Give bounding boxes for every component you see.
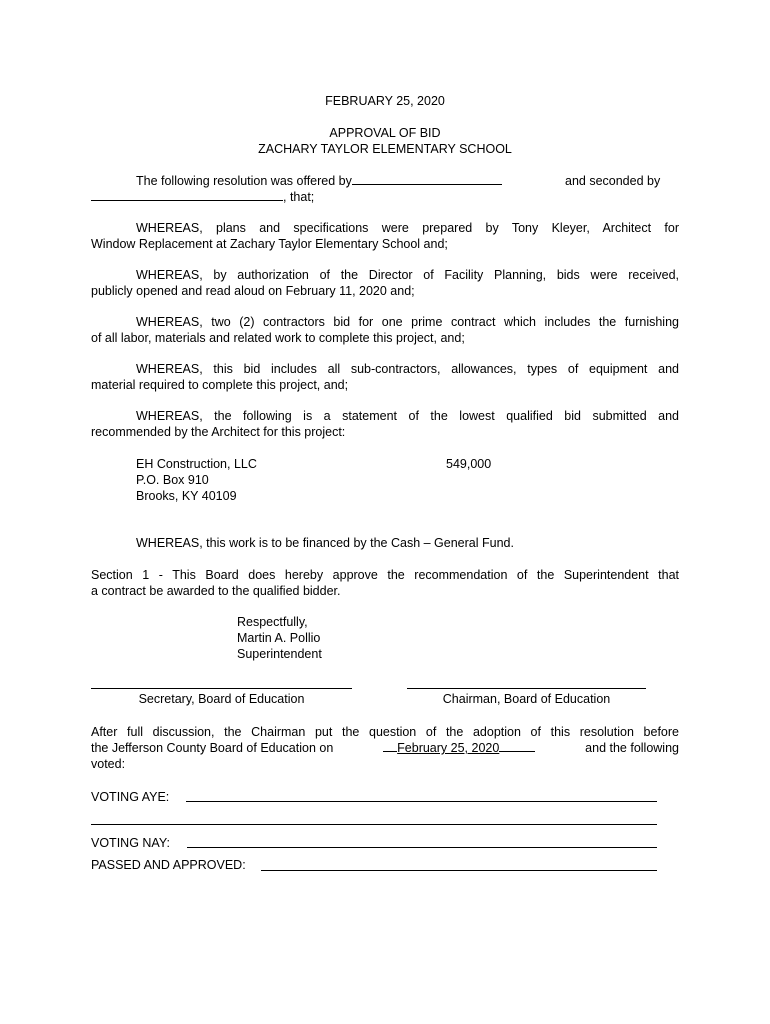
whereas-2-line-2: publicly opened and read aloud on February 11, 2020 and; — [91, 284, 415, 298]
date-blank-left — [383, 740, 397, 752]
meeting-date: FEBRUARY 25, 2020 — [325, 94, 445, 108]
bidder-name: EH Construction, LLC — [136, 457, 257, 471]
whereas-3-line-1: WHEREAS, two (2) contractors bid for one prime contract which includes the furnishing — [136, 315, 679, 329]
superintendent-title: Superintendent — [237, 647, 322, 661]
whereas-6: WHEREAS, this work is to be financed by the Cash – General Fund. — [136, 536, 514, 550]
chairman-caption: Chairman, Board of Education — [442, 692, 611, 706]
discussion-date-field — [383, 740, 535, 756]
secretary-signature-line — [91, 688, 352, 689]
voting-nay-label: VOTING NAY: — [91, 836, 170, 850]
seconded-by-blank — [91, 189, 283, 201]
seconded-by-line — [91, 189, 314, 205]
resolution-offered-label: The following resolution was offered by — [136, 174, 352, 188]
closing-respectfully: Respectfully, — [237, 615, 308, 629]
school-name: ZACHARY TAYLOR ELEMENTARY SCHOOL — [258, 142, 512, 156]
discussion-date: February 25, 2020 — [397, 741, 500, 755]
date-blank-right — [499, 740, 535, 752]
whereas-2-line-1: WHEREAS, by authorization of the Director of Facility Planning, bids were received, — [136, 268, 679, 282]
whereas-4-line-1: WHEREAS, this bid includes all sub-contractors, allowances, types of equipment and — [136, 362, 679, 376]
bidder-address-line-1: P.O. Box 910 — [136, 473, 209, 487]
bidder-address-line-2: Brooks, KY 40109 — [136, 489, 237, 503]
discussion-line-1: After full discussion, the Chairman put the question of the adoption of this resolution before — [91, 725, 679, 739]
discussion-board-text: the Jefferson County Board of Education on — [91, 741, 334, 755]
whereas-5-line-1: WHEREAS, the following is a statement of the lowest qualified bid submitted and — [136, 409, 679, 423]
chairman-signature-line — [407, 688, 646, 689]
passed-approved-label: PASSED AND APPROVED: — [91, 858, 246, 872]
bid-amount: 549,000 — [446, 457, 492, 471]
superintendent-name: Martin A. Pollio — [237, 631, 321, 645]
discussion-line-2 — [91, 740, 679, 756]
section-1-line-2: a contract be awarded to the qualified bidder. — [91, 584, 341, 598]
discussion-following-text: and the following — [585, 741, 679, 755]
whereas-3-line-2: of all labor, materials and related work to complete this project, and; — [91, 331, 465, 345]
seconded-by-label: and seconded by — [565, 174, 661, 188]
document-title: APPROVAL OF BID — [329, 126, 441, 140]
discussion-line-3: voted: — [91, 757, 126, 771]
offered-by-blank — [352, 173, 502, 185]
secretary-caption: Secretary, Board of Education — [138, 692, 305, 706]
section-1-line-1: Section 1 - This Board does hereby approve the recommendation of the Superintendent that — [91, 568, 679, 582]
whereas-5-line-2: recommended by the Architect for this project: — [91, 425, 346, 439]
whereas-4-line-2: material required to complete this project, and; — [91, 378, 349, 392]
voting-aye-line-2 — [91, 824, 657, 825]
resolution-offered-text — [136, 173, 502, 189]
that-text: , that; — [283, 190, 315, 204]
voting-nay-line — [187, 847, 657, 848]
passed-approved-line — [261, 870, 657, 871]
voting-aye-label: VOTING AYE: — [91, 790, 170, 804]
voting-aye-line — [186, 801, 657, 802]
whereas-1-line-1: WHEREAS, plans and specifications were prepared by Tony Kleyer, Architect for — [136, 221, 679, 235]
whereas-1-line-2: Window Replacement at Zachary Taylor Elementary School and; — [91, 237, 448, 251]
